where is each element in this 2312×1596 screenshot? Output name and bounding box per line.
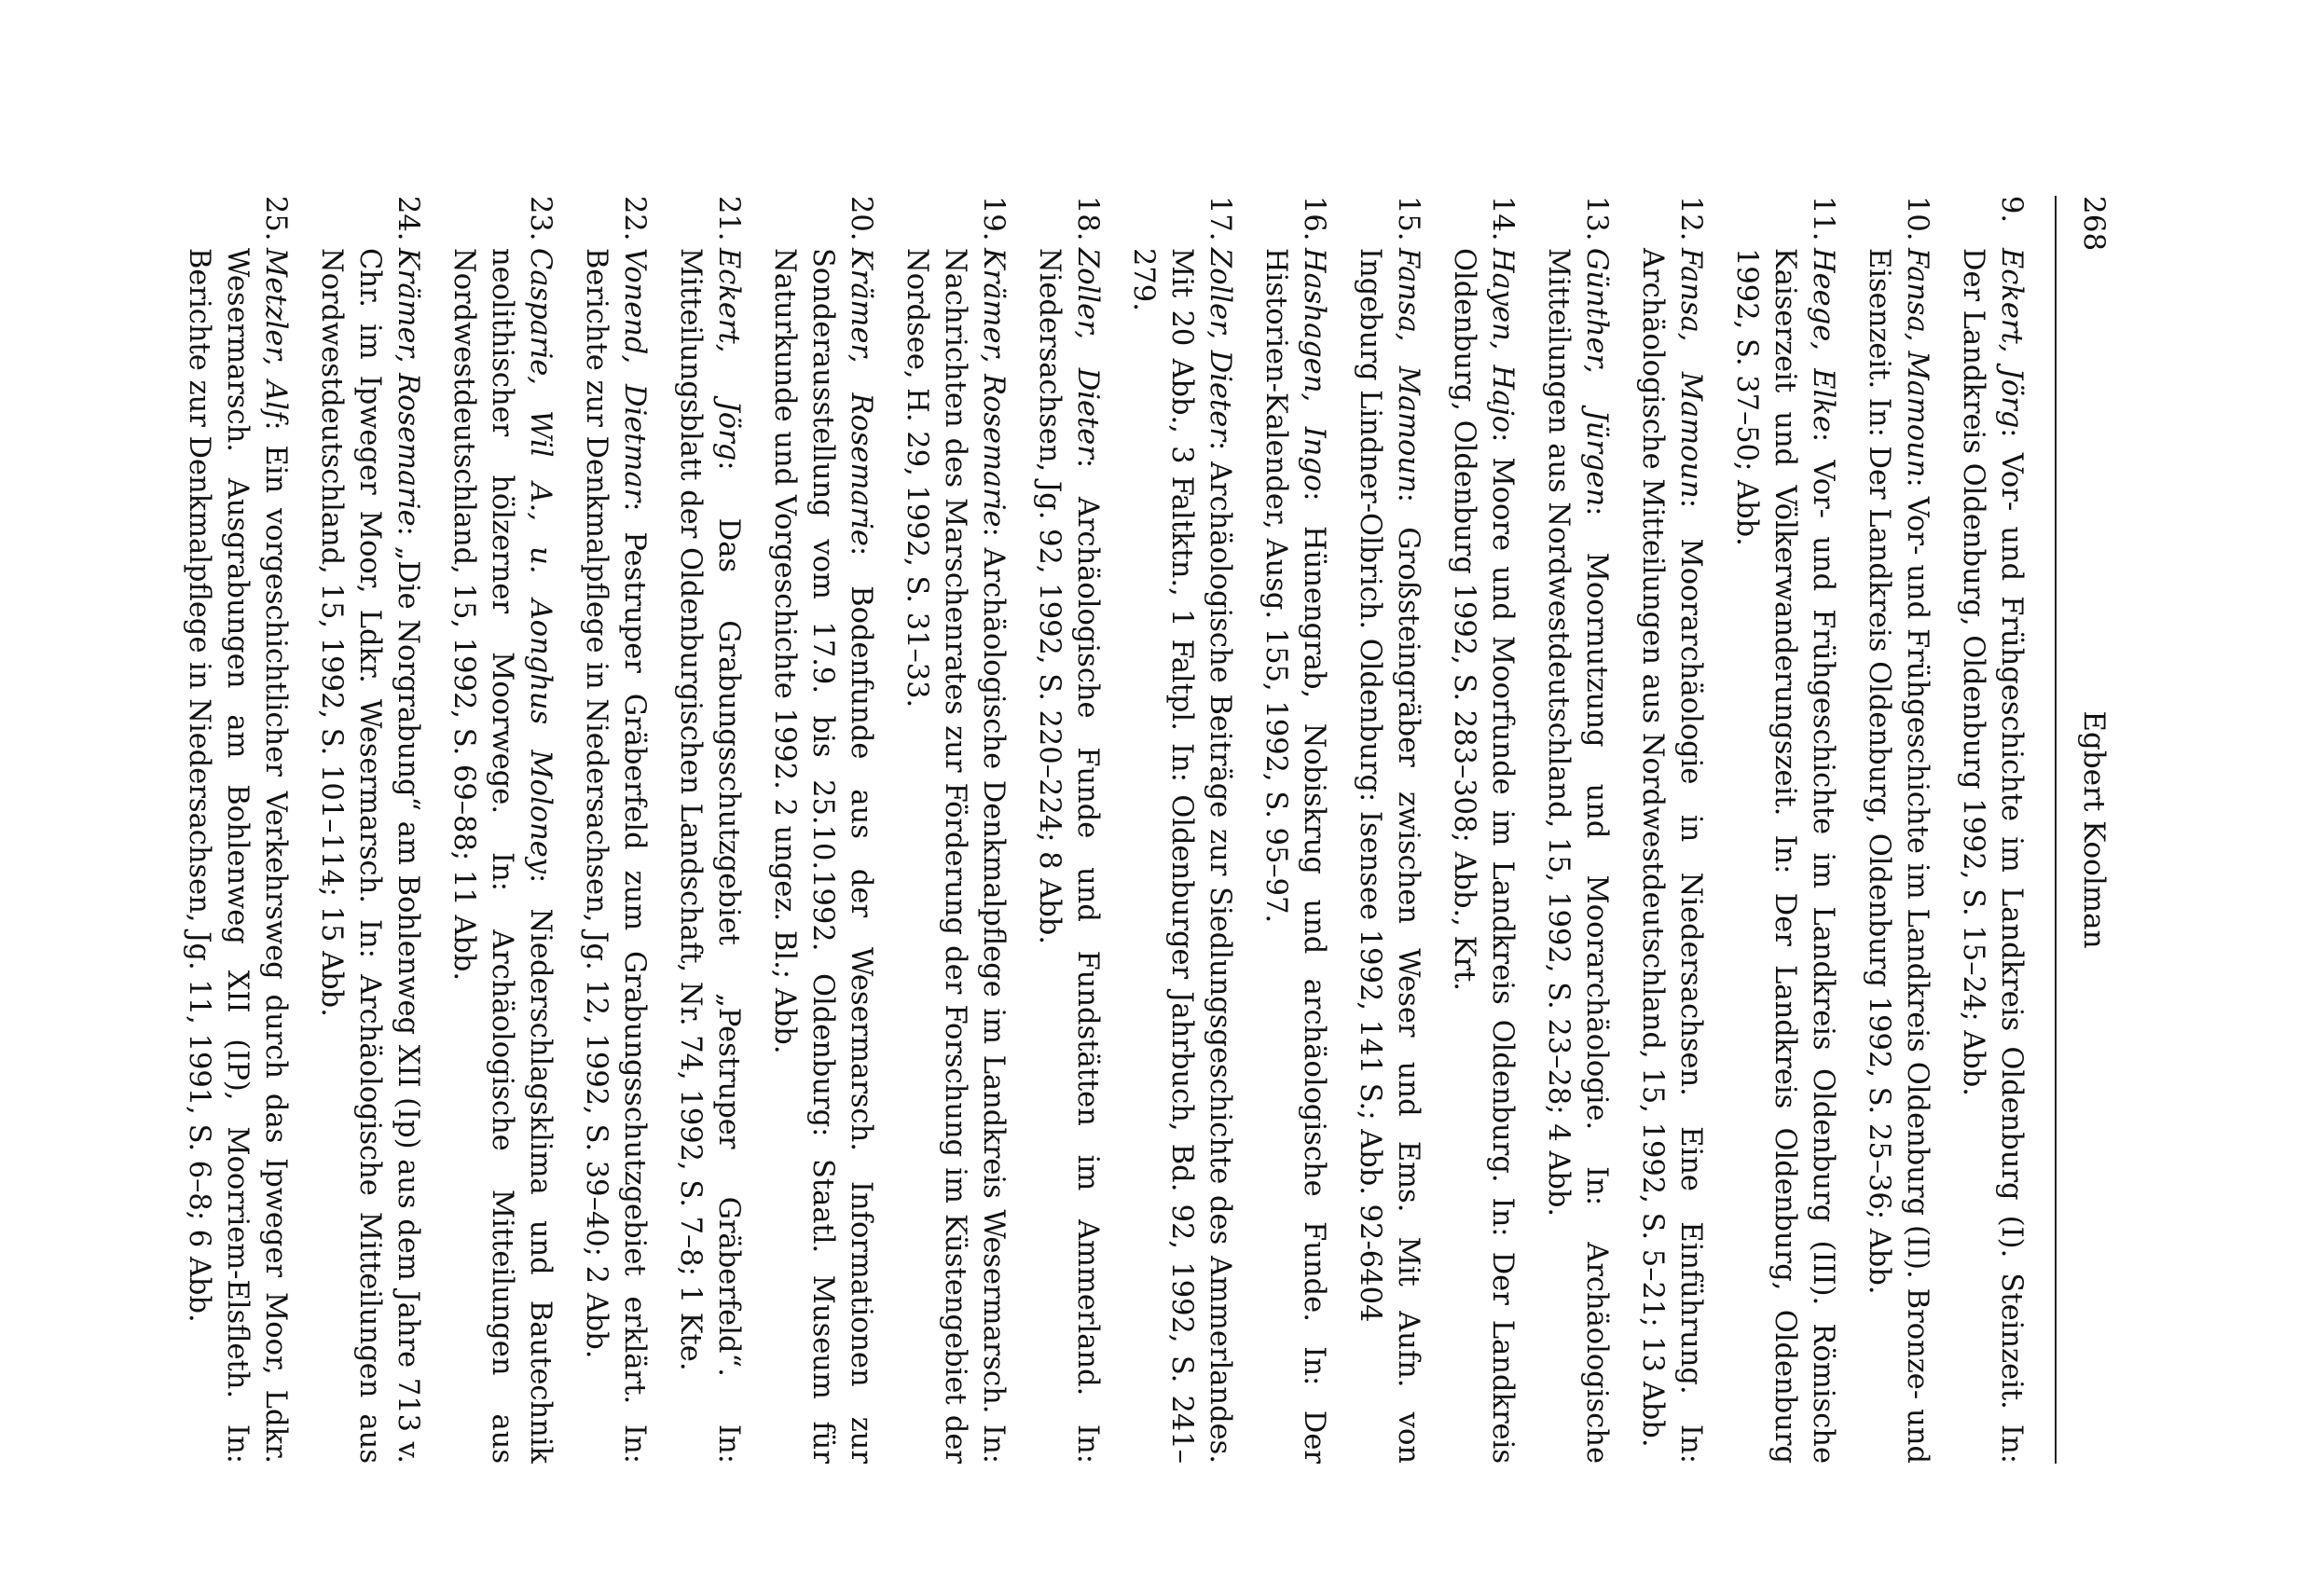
reference-author: Zoller, Dieter — [1204, 248, 1236, 441]
reference-separator: : — [1204, 440, 1236, 461]
reference-text: Moornutzung und Moorarchäologie. In: Archäologische Mitteilungen aus Nordwestdeutschland, 15, 1992, S. 23–28; 4 Abb. — [1542, 248, 1613, 1464]
reference-separator: : — [712, 461, 745, 518]
reference-entry — [445, 196, 559, 1464]
reference-entry — [312, 196, 427, 1464]
reference-number: 20. — [845, 196, 877, 241]
reference-separator: : — [1674, 498, 1707, 539]
reference-number: 13. — [1580, 196, 1613, 241]
reference-author: Vonend, Dietmar — [618, 248, 651, 502]
reference-text: „Die Norgrabung“ am Bohlenweg XII (Ip) aus dem Jahre 713 v. Chr. im Ipweger Moor, Ldkr. Wesermarsch. In: Archäologische Mitteilungen aus Nordwestdeutschland, 15, 1992, S. 101–114; 15 Abb. — [315, 248, 424, 1464]
reference-separator: : — [1807, 432, 1839, 461]
reference-separator: : — [392, 526, 424, 546]
reference-text: Vor- und Frühgeschichte im Landkreis Oldenburg (II). Bronze- und Eisenzeit. In: Der Landkreis Oldenburg, Oldenburg 1992, S. 25–36; Abb. — [1863, 248, 1934, 1464]
reference-text: Archäologische Beiträge zur Siedlungsgeschichte des Ammerlandes. Mit 20 Abb., 3 Faltktn., 1 Faltpl. In: Oldenburger Jahrbuch, Bd. 92, 1992, S. 241–279. — [1127, 248, 1236, 1464]
reference-separator: : — [1580, 506, 1613, 553]
running-head-author: Egbert Koolman — [2077, 710, 2111, 949]
reference-entry — [1539, 196, 1616, 1464]
reference-number: 16. — [1298, 196, 1330, 241]
reference-separator: : — [618, 502, 651, 532]
reference-author: Casparie, Wil A., u. Aonghus Moloney — [524, 248, 557, 874]
reference-text: Pestruper Gräberfeld zum Grabungsschutzgebiet erklärt. In: Berichte zur Denkmalpflege in Niedersachsen, Jg. 12, 1992, S. 39–40; 2 Abb. — [580, 248, 651, 1464]
reference-number: 17. — [1204, 196, 1236, 241]
reference-entry — [898, 196, 1012, 1464]
reference-number: 14. — [1486, 196, 1519, 241]
reference-separator: : — [977, 527, 1010, 548]
reference-separator: : — [1392, 492, 1424, 528]
reference-author: Zoller, Dieter — [1071, 248, 1104, 459]
reference-number: 22. — [618, 196, 651, 241]
reference-text: Das Grabungsschutzgebiet „Pestruper Gräberfeld“. In: Mitteilungsblatt der Oldenburgischen Landschaft, Nr. 74, 1992, S. 7–8; 1 Kte. — [674, 248, 745, 1464]
reference-author: Heege, Elke — [1807, 248, 1839, 433]
rotated-page — [183, 196, 2122, 1465]
reference-entry — [671, 196, 748, 1464]
reference-author: Krämer, Rosemarie — [392, 248, 424, 527]
reference-entry — [1633, 196, 1710, 1464]
reference-author: Krämer, Rosemarie — [977, 248, 1010, 528]
reference-number: 25. — [259, 196, 292, 241]
reference-entry — [1954, 196, 2030, 1464]
reference-text: Hünengrab, Nobiskrug und archäologische Funde. In: Der Historien-Kalender, Ausg. 155, 1992, S. 95–97. — [1259, 248, 1330, 1464]
reference-number: 15. — [1392, 196, 1424, 241]
reference-list — [162, 196, 2030, 1464]
reference-author: Metzler, Alf — [259, 248, 292, 421]
reference-author: Eckert, Jörg — [712, 248, 745, 461]
reference-author: Eckert, Jörg — [1995, 248, 2028, 429]
reference-number: 9. — [1995, 196, 2028, 224]
page-number: 268 — [2077, 196, 2111, 252]
reference-separator: : — [1071, 458, 1104, 497]
reference-separator: : — [1901, 477, 1934, 497]
reference-author: Fansa, Mamoun — [1901, 248, 1934, 478]
reference-number: 21. — [712, 196, 745, 241]
reference-author: Günther, Jürgen — [1580, 248, 1613, 507]
reference-entry — [1860, 196, 1936, 1464]
reference-entry — [765, 196, 880, 1464]
reference-number: 23. — [524, 196, 557, 241]
reference-entry — [1727, 196, 1842, 1464]
reference-text: Moorarchäologie in Niedersachsen. Eine Einführung. In: Archäologische Mitteilungen aus Nordwestdeutschland, 15, 1992, S. 5–21; 13 Abb. — [1636, 248, 1707, 1464]
reference-number: 12. — [1674, 196, 1707, 241]
reference-number: 11. — [1807, 196, 1839, 241]
reference-text: Bodenfunde aus der Wesermarsch. Informationen zur Sonderausstellung vom 17.9. bis 25.10.1992. Oldenburg: Staatl. Museum für Naturkunde und Vorgeschichte 1992. 2 ungez. Bl.; Abb. — [768, 248, 877, 1464]
reference-text: Niederschlagsklima und Bautechnik neolithischer hölzerner Moorwege. In: Archäologische Mitteilungen aus Nordwestdeutschland, 15, 1992, S. 69–88; 11 Abb. — [447, 248, 557, 1465]
reference-entry — [180, 196, 295, 1464]
reference-text: Großsteingräber zwischen Weser und Ems. Mit Aufn. von Ingeburg Lindner-Olbrich. Oldenburg: Isensee 1992, 141 S.; Abb. 92-6404 — [1354, 248, 1424, 1464]
reference-separator: : — [1995, 428, 2028, 453]
reference-entry — [1030, 196, 1107, 1464]
reference-author: Fansa, Mamoun — [1674, 248, 1707, 499]
header-rule — [2055, 196, 2057, 1464]
running-head — [2066, 196, 2122, 1464]
reference-author: Krämer, Rosemarie — [845, 248, 877, 546]
reference-separator: : — [845, 545, 877, 586]
reference-author: Hashagen, Ingo — [1298, 248, 1330, 492]
reference-number: 10. — [1901, 196, 1934, 241]
reference-number: 18. — [1071, 196, 1104, 241]
reference-separator: : — [1486, 433, 1519, 458]
reference-entry — [1445, 196, 1521, 1464]
reference-number: 19. — [977, 196, 1010, 241]
reference-separator: : — [1298, 491, 1330, 527]
reference-separator: : — [524, 874, 557, 909]
reference-text: Archäologische Funde und Fundstätten im Ammerland. In: Niedersachsen, Jg. 92, 1992, S. 220–224; 8 Abb. — [1033, 248, 1104, 1464]
reference-text: Archäologische Denkmalpflege im Landkreis Wesermarsch. In: Nachrichten des Marschenrates zur Förderung der Forschung im Küstengebiet der Nordsee, H. 29, 1992, S. 31–33. — [901, 248, 1010, 1464]
reference-entry — [1124, 196, 1239, 1464]
reference-text: Ein vorgeschichtlicher Verkehrsweg durch das Ipweger Moor, Ldkr. Wesermarsch. Ausgrabungen am Bohlenweg XII (IP), Moorriem-Elsfleth. In: Berichte zur Denkmalpflege in Niedersachsen, Jg. 11, 1991, S. 6–8; 6 Abb. — [183, 248, 292, 1464]
reference-text: Moore und Moorfunde im Landkreis Oldenburg. In: Der Landkreis Oldenburg, Oldenburg 1992, S. 283–308; Abb., Krt. — [1448, 248, 1519, 1464]
reference-number: 24. — [392, 196, 424, 241]
reference-text: Vor- und Frühgeschichte im Landkreis Oldenburg (I). Steinzeit. In: Der Landkreis Oldenburg, Oldenburg 1992, S. 15–24; Abb. — [1957, 248, 2028, 1464]
reference-entry — [1351, 196, 1427, 1464]
reference-text: Vor- und Frühgeschichte im Landkreis Oldenburg (III). Römische Kaiserzeit und Völkerwanderungszeit. In: Der Landkreis Oldenburg, Oldenburg 1992, S. 37–50; Abb. — [1730, 248, 1839, 1464]
reference-author: Hayen, Hajo — [1486, 248, 1519, 433]
reference-separator: : — [259, 420, 292, 446]
reference-author: Fansa, Mamoun — [1392, 248, 1424, 493]
reference-entry — [1257, 196, 1333, 1464]
reference-entry — [577, 196, 654, 1464]
